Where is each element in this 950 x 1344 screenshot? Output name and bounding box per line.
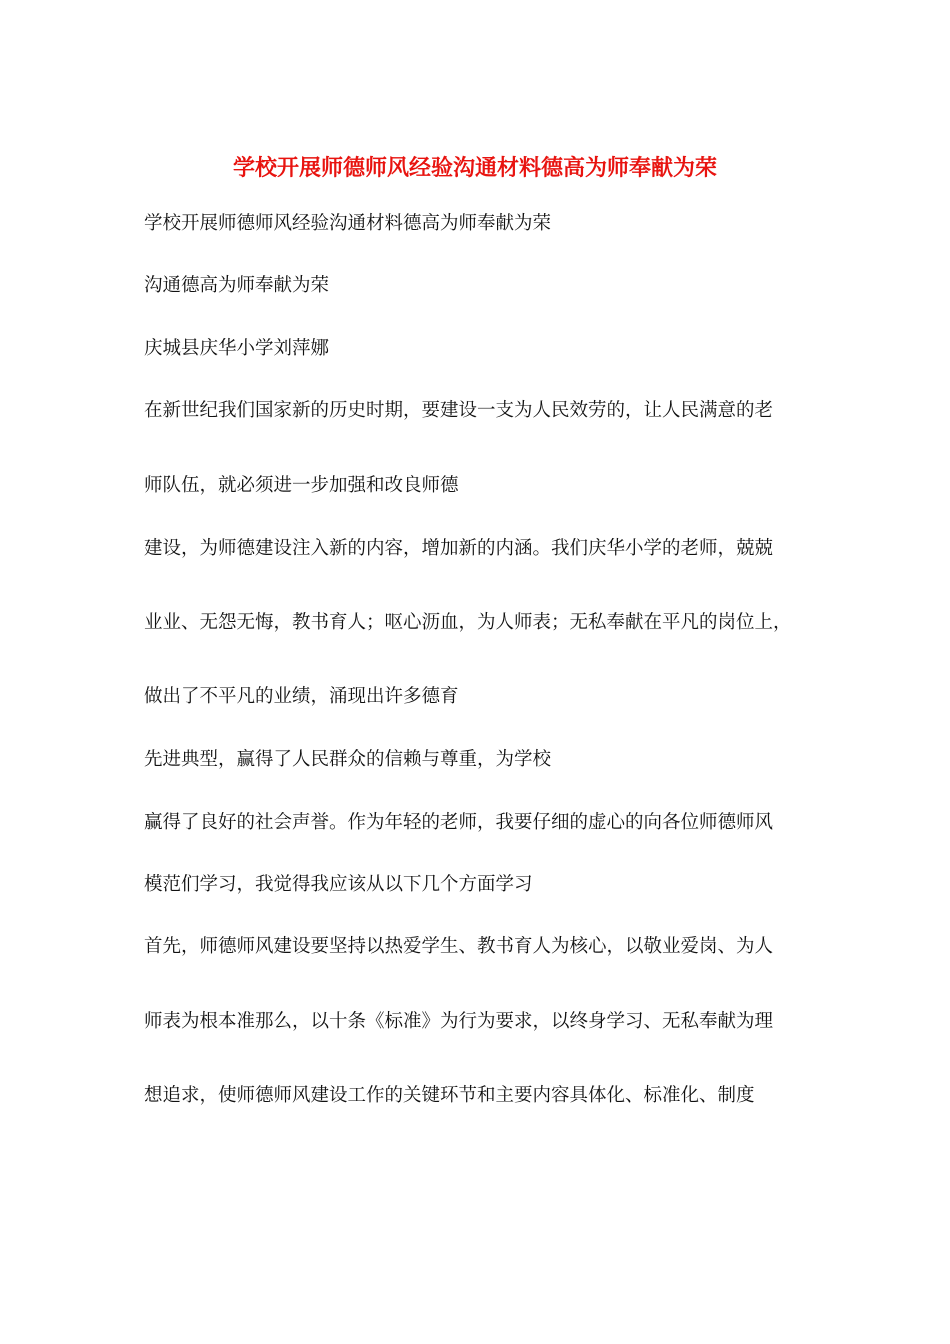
paragraph-line: 模范们学习，我觉得我应该从以下几个方面学习 (144, 874, 533, 895)
paragraph-line: 在新世纪我们国家新的历史时期，要建设一支为人民效劳的，让人民满意的老 (144, 400, 774, 421)
paragraph-line: 首先，师德师风建设要坚持以热爱学生、教书育人为核心，以敬业爱岗、为人 (144, 936, 774, 957)
paragraph-line: 业业、无怨无悔，教书育人；呕心沥血，为人师表；无私奉献在平凡的岗位上， (144, 612, 792, 633)
document-title: 学校开展师德师风经验沟通材料德高为师奉献为荣 (232, 155, 717, 181)
paragraph-line: 师表为根本准那么，以十条《标准》为行为要求，以终身学习、无私奉献为理 (144, 1011, 774, 1032)
paragraph-line: 赢得了良好的社会声誉。作为年轻的老师，我要仔细的虚心的向各位师德师风 (144, 812, 774, 833)
paragraph-line: 师队伍，就必须进一步加强和改良师德 (144, 475, 459, 496)
paragraph-line: 先进典型，赢得了人民群众的信赖与尊重，为学校 (144, 749, 552, 770)
paragraph-line: 沟通德高为师奉献为荣 (144, 275, 330, 296)
paragraph-line: 想追求，使师德师风建设工作的关键环节和主要内容具体化、标准化、制度 (144, 1085, 755, 1106)
paragraph-line: 做出了不平凡的业绩，涌现出许多德育 (144, 686, 459, 707)
paragraph-line: 庆城县庆华小学刘萍娜 (144, 338, 330, 359)
paragraph-line: 建设，为师德建设注入新的内容，增加新的内涵。我们庆华小学的老师，兢兢 (144, 538, 774, 559)
paragraph-line: 学校开展师德师风经验沟通材料德高为师奉献为荣 (144, 213, 552, 234)
